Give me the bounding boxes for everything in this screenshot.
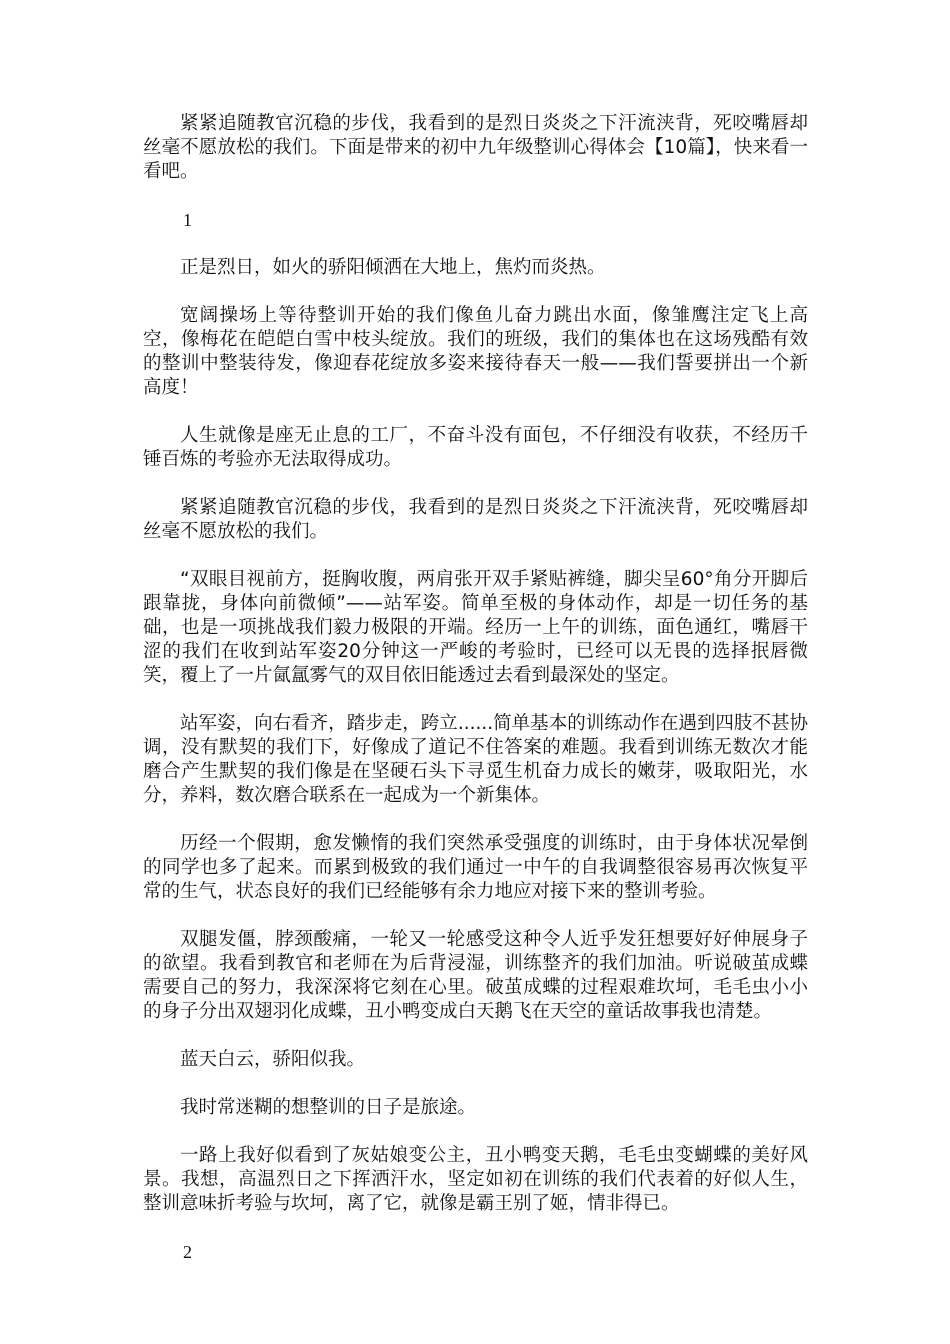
paragraph: 蓝天白云，骄阳似我。: [180, 1049, 366, 1070]
paragraph: 历经一个假期，愈发懒惰的我们突然承受强度的训练时，由于身体状况晕倒的同学也多了起来。而累到极致的我们通过一中午的自我调整很容易再次恢复平常的生气，状态良好的我们已经能够有余力地应对接下来的整训考验。: [143, 833, 808, 902]
section-number: 1: [183, 210, 192, 230]
paragraph: 一路上我好似看到了灰姑娘变公主，丑小鸭变天鹅，毛毛虫变蝴蝶的美好风景。我想，高温烈日之下挥洒汗水，坚定如初在训练的我们代表着的好似人生，整训意味折考验与坎坷，离了它，就像是霸王别了姬，情非得已。: [143, 1145, 808, 1214]
paragraph: 双腿发僵，脖颈酸痛，一轮又一轮感受这种令人近乎发狂想要好好伸展身子的欲望。我看到教官和老师在为后背浸湿，训练整齐的我们加油。听说破茧成蝶需要自己的努力，我深深将它刻在心里。破茧成蝶的过程艰难坎坷，毛毛虫小小的身子分出双翅羽化成蝶，丑小鸭变成白天鹅飞在天空的童话故事我也清楚。: [143, 929, 808, 1022]
paragraph: 紧紧追随教官沉稳的步伐，我看到的是烈日炎炎之下汗流浃背，死咬嘴唇却丝毫不愿放松的我们。: [143, 497, 808, 542]
paragraph: 人生就像是座无止息的工厂，不奋斗没有面包，不仔细没有收获，不经历千锤百炼的考验亦无法取得成功。: [143, 425, 808, 470]
section-number: 2: [183, 1242, 192, 1262]
paragraph: 正是烈日，如火的骄阳倾洒在大地上，焦灼而炎热。: [180, 257, 606, 278]
intro-paragraph: 紧紧追随教官沉稳的步伐，我看到的是烈日炎炎之下汗流浃背，死咬嘴唇却丝毫不愿放松的我们。下面是带来的初中九年级整训心得体会【10篇】，快来看一看吧。: [143, 113, 808, 182]
paragraph: 站军姿，向右看齐，踏步走，跨立......简单基本的训练动作在遇到四肢不甚协调，没有默契的我们下，好像成了道记不住答案的难题。我看到训练无数次才能磨合产生默契的我们像是在坚硬石头下寻觅生机奋力成长的嫩芽，吸取阳光，水分，养料，数次磨合联系在一起成为一个新集体。: [143, 713, 808, 806]
paragraph: 我时常迷糊的想整训的日子是旅途。: [180, 1097, 477, 1118]
document-body: [143, 112, 808, 1288]
paragraph: 宽阔操场上等待整训开始的我们像鱼儿奋力跳出水面，像雏鹰注定飞上高空，像梅花在皑皑白雪中枝头绽放。我们的班级，我们的集体也在这场残酷有效的整训中整装待发，像迎春花绽放多姿来接待春天一般——我们誓要拼出一个新高度！: [143, 305, 808, 398]
paragraph: “双眼目视前方，挺胸收腹，两肩张开双手紧贴裤缝，脚尖呈60°角分开脚后跟靠拢，身体向前微倾”——站军姿。简单至极的身体动作，却是一切任务的基础，也是一项挑战我们毅力极限的开端。经历一上午的训练，面色通红，嘴唇干涩的我们在收到站军姿20分钟这一严峻的考验时，已经可以无畏的选择抿唇微笑，覆上了一片氤氲雾气的双目依旧能透过去看到最深处的坚定。: [143, 569, 808, 686]
